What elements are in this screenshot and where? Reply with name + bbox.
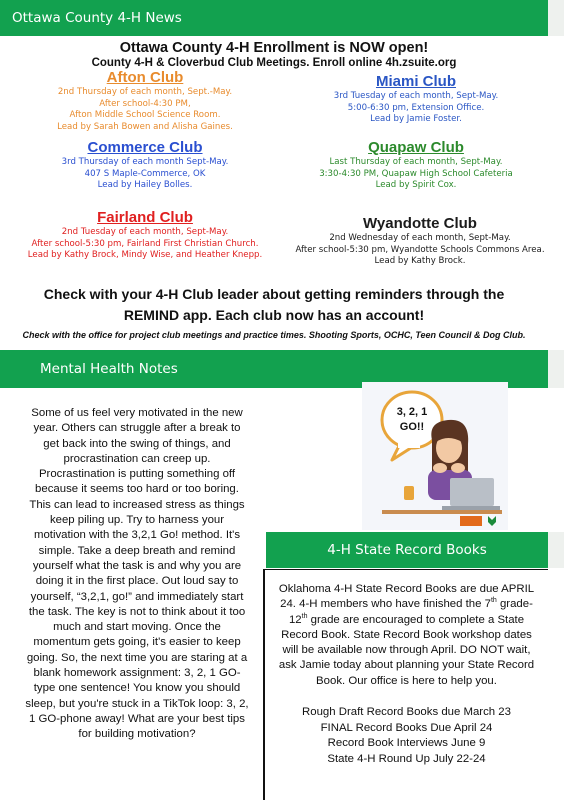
laptop-icon — [442, 478, 500, 510]
club-line: 5:00-6:30 pm, Extension Office. — [347, 102, 485, 113]
news-banner-title: Ottawa County 4-H News — [12, 10, 182, 26]
club-miami — [286, 72, 546, 126]
record-date-item: FINAL Record Books Due April 24 — [320, 721, 493, 734]
remind-line: REMIND app. Each club now has an account! — [123, 307, 425, 323]
bubble-text-top: 3, 2, 1 — [396, 406, 428, 418]
club-line: Last Thursday of each month, Sept-May. — [329, 157, 503, 167]
club-name: Wyandotte Club — [363, 215, 477, 232]
club-line: Lead by Kathy Brock, Mindy Wise, and Heather Knepp. — [27, 250, 263, 261]
record-books-title: 4-H State Record Books — [327, 542, 487, 558]
right-edge-strip — [548, 350, 564, 388]
club-quapaw — [286, 138, 546, 192]
mental-health-title: Mental Health Notes — [40, 361, 178, 377]
club-line: Lead by Sarah Bowen and Alisha Gaines. — [57, 121, 233, 132]
record-date-item: State 4-H Round Up July 22-24 — [327, 752, 486, 765]
club-name: Fairland Club — [97, 209, 193, 226]
record-date-item: Record Book Interviews June 9 — [327, 737, 486, 750]
record-intro-text: grade-12 — [288, 598, 533, 626]
club-line: Lead by Hailey Bolles. — [97, 180, 193, 191]
enrollment-headline: Ottawa County 4-H Enrollment is NOW open! — [119, 40, 429, 56]
club-line: Lead by Spirit Cox. — [375, 180, 457, 191]
record-intro-text: grade are encouraged to complete a State Record Book. State Record Book workshop dates will be available now through April. DO NOT wait, ask Jamie today about planning your State Record Book. Our office is here to help you. — [278, 613, 535, 687]
record-date-item: Rough Draft Record Books due March 23 — [302, 706, 511, 719]
club-line: 3:30-4:30 PM, Quapaw High School Cafeteria — [319, 168, 513, 179]
club-line: After school-4:30 PM, — [99, 98, 191, 109]
club-line: 407 S Maple-Commerce, OK — [84, 168, 206, 179]
right-edge-strip — [548, 0, 564, 36]
club-line: 2nd Thursday of each month, Sept.-May. — [57, 87, 233, 97]
club-name: Miami Club — [375, 73, 456, 90]
club-fairland — [20, 208, 270, 262]
club-line: 2nd Tuesday of each month, Sept-May. — [61, 227, 229, 237]
record-books-box — [263, 569, 548, 800]
club-line: 2nd Wednesday of each month, Sept-May. — [329, 233, 511, 243]
superscript: th — [301, 612, 308, 620]
club-line: 3rd Thursday of each month Sept-May. — [61, 157, 229, 167]
remind-notice — [0, 284, 548, 326]
mental-health-body: Some of us feel very motivated in the new year. Others can struggle after a break to get back into the swing of things, and procrastination can creep up. Procrastination is putting something off because it seems too hard or too boring. This can lead to increased stress as things keep piling up. Try to harness your motivation with the 3,2,1 Go! method. It's simple. Take a deep breath and remind yourself what the task is and why you are doing it in the first place. Out loud say to yourself, “3,2,1, go!” and immediately start the task. The key is not to think about it too much and start moving. Once the momentum gets going, it's easier to keep going. So, the next time you are staring at a blank homework assignment: 3, 2, 1 GO- type one sentence! You know you should sleep, but you're stuck in a TikTok loop: 3, 2, 1 GO-phone away! What are your best tips for building motivation? — [25, 407, 249, 741]
club-line: Afton Middle School Science Room. — [69, 110, 221, 121]
club-line: Lead by Jamie Foster. — [370, 114, 462, 125]
club-name: Afton Club — [106, 69, 184, 86]
desk — [382, 510, 502, 514]
news-banner — [0, 0, 548, 36]
remind-line: Check with your 4-H Club leader about getting reminders through the — [43, 286, 505, 302]
record-books-dates — [265, 705, 548, 767]
record-intro-text: Oklahoma 4-H State Record Books are due APRIL 24. 4-H members who have finished the 7 — [278, 583, 535, 611]
club-line: 3rd Tuesday of each month, Sept-May. — [333, 91, 499, 101]
club-line: Lead by Kathy Brock. — [374, 256, 466, 267]
club-commerce — [20, 138, 270, 192]
enrollment-subhead: County 4-H & Cloverbud Club Meetings. Enroll online 4h.zsuite.org — [91, 57, 457, 69]
club-line: After school-5:30 pm, Fairland First Christian Church. — [31, 238, 259, 249]
cup-icon — [404, 486, 414, 500]
record-books-banner — [266, 532, 548, 568]
office-note: Check with the office for project club meetings and practice times. Shooting Sports, OCHC, Teen Council & Dog Club. — [22, 330, 526, 340]
right-edge-strip — [548, 532, 564, 568]
superscript: th — [490, 597, 497, 605]
club-wyandotte — [286, 214, 554, 268]
club-line: After school-5:30 pm, Wyandotte Schools Commons Area. — [295, 244, 545, 255]
club-afton — [20, 68, 270, 133]
bubble-text-bottom: GO!! — [399, 421, 425, 433]
record-books-intro — [265, 582, 548, 689]
club-name: Commerce Club — [87, 139, 203, 156]
girl-at-laptop-illustration — [362, 382, 508, 530]
club-name: Quapaw Club — [368, 139, 464, 156]
